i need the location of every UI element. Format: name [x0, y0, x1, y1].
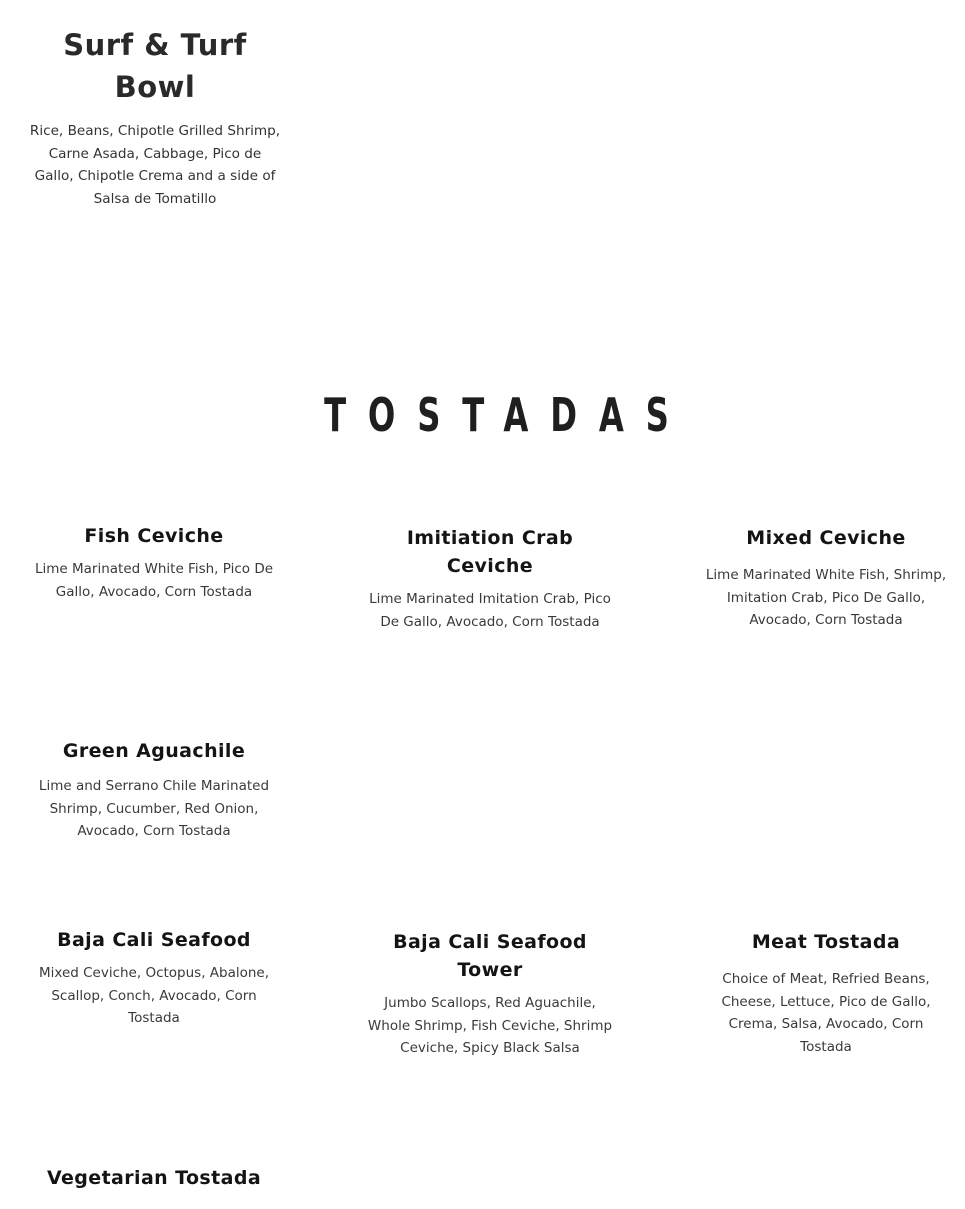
menu-item-green-aguachile	[30, 737, 278, 843]
menu-item-title: Green Aguachile	[62, 740, 246, 762]
menu-item-title: Vegetarian Tostada	[46, 1167, 262, 1189]
menu-item-description: Jumbo Scallops, Red Aguachile, Whole Shrimp, Fish Ceviche, Shrimp Ceviche, Spicy Black Salsa	[367, 995, 613, 1056]
menu-item-meat-tostada	[704, 928, 948, 1058]
menu-item-title: Surf & Turf Bowl	[63, 28, 247, 104]
menu-item-imitation-crab-ceviche	[366, 524, 614, 633]
menu-item-description: Lime Marinated Imitation Crab, Pico De Gallo, Avocado, Corn Tostada	[369, 591, 611, 630]
menu-item-vegetarian-tostada	[30, 1164, 278, 1200]
menu-item-title: Baja Cali Seafood Tower	[393, 931, 587, 981]
menu-item-title: Mixed Ceviche	[746, 527, 906, 549]
menu-item-description: Lime Marinated White Fish, Shrimp, Imitation Crab, Pico De Gallo, Avocado, Corn Tostada	[705, 567, 947, 628]
menu-item-description: Lime Marinated White Fish, Pico De Gallo, Avocado, Corn Tostada	[34, 561, 274, 600]
menu-item-title: Baja Cali Seafood	[57, 929, 251, 951]
menu-item-description: Mixed Ceviche, Octopus, Abalone, Scallop, Conch, Avocado, Corn Tostada	[38, 965, 270, 1026]
menu-item-mixed-ceviche	[704, 524, 948, 632]
menu-item-title: Meat Tostada	[751, 931, 901, 953]
menu-item-surf-turf-bowl	[28, 24, 282, 210]
menu-item-description: Rice, Beans, Chipotle Grilled Shrimp, Carne Asada, Cabbage, Pico de Gallo, Chipotle Crema and a side of Salsa de Tomatillo	[29, 123, 281, 207]
menu-item-description: Choice of Meat, Refried Beans, Cheese, Lettuce, Pico de Gallo, Crema, Salsa, Avocado, Corn Tostada	[721, 971, 931, 1055]
menu-item-baja-cali-seafood	[30, 926, 278, 1030]
menu-item-title: Fish Ceviche	[84, 525, 224, 547]
menu-item-fish-ceviche	[30, 522, 278, 603]
menu-item-baja-cali-seafood-tower	[366, 928, 614, 1060]
section-heading-tostadas: TOSTADAS	[324, 388, 691, 442]
menu-item-title: Imitiation Crab Ceviche	[406, 527, 574, 577]
menu-item-description: Lime and Serrano Chile Marinated Shrimp, Cucumber, Red Onion, Avocado, Corn Tostada	[38, 778, 270, 839]
